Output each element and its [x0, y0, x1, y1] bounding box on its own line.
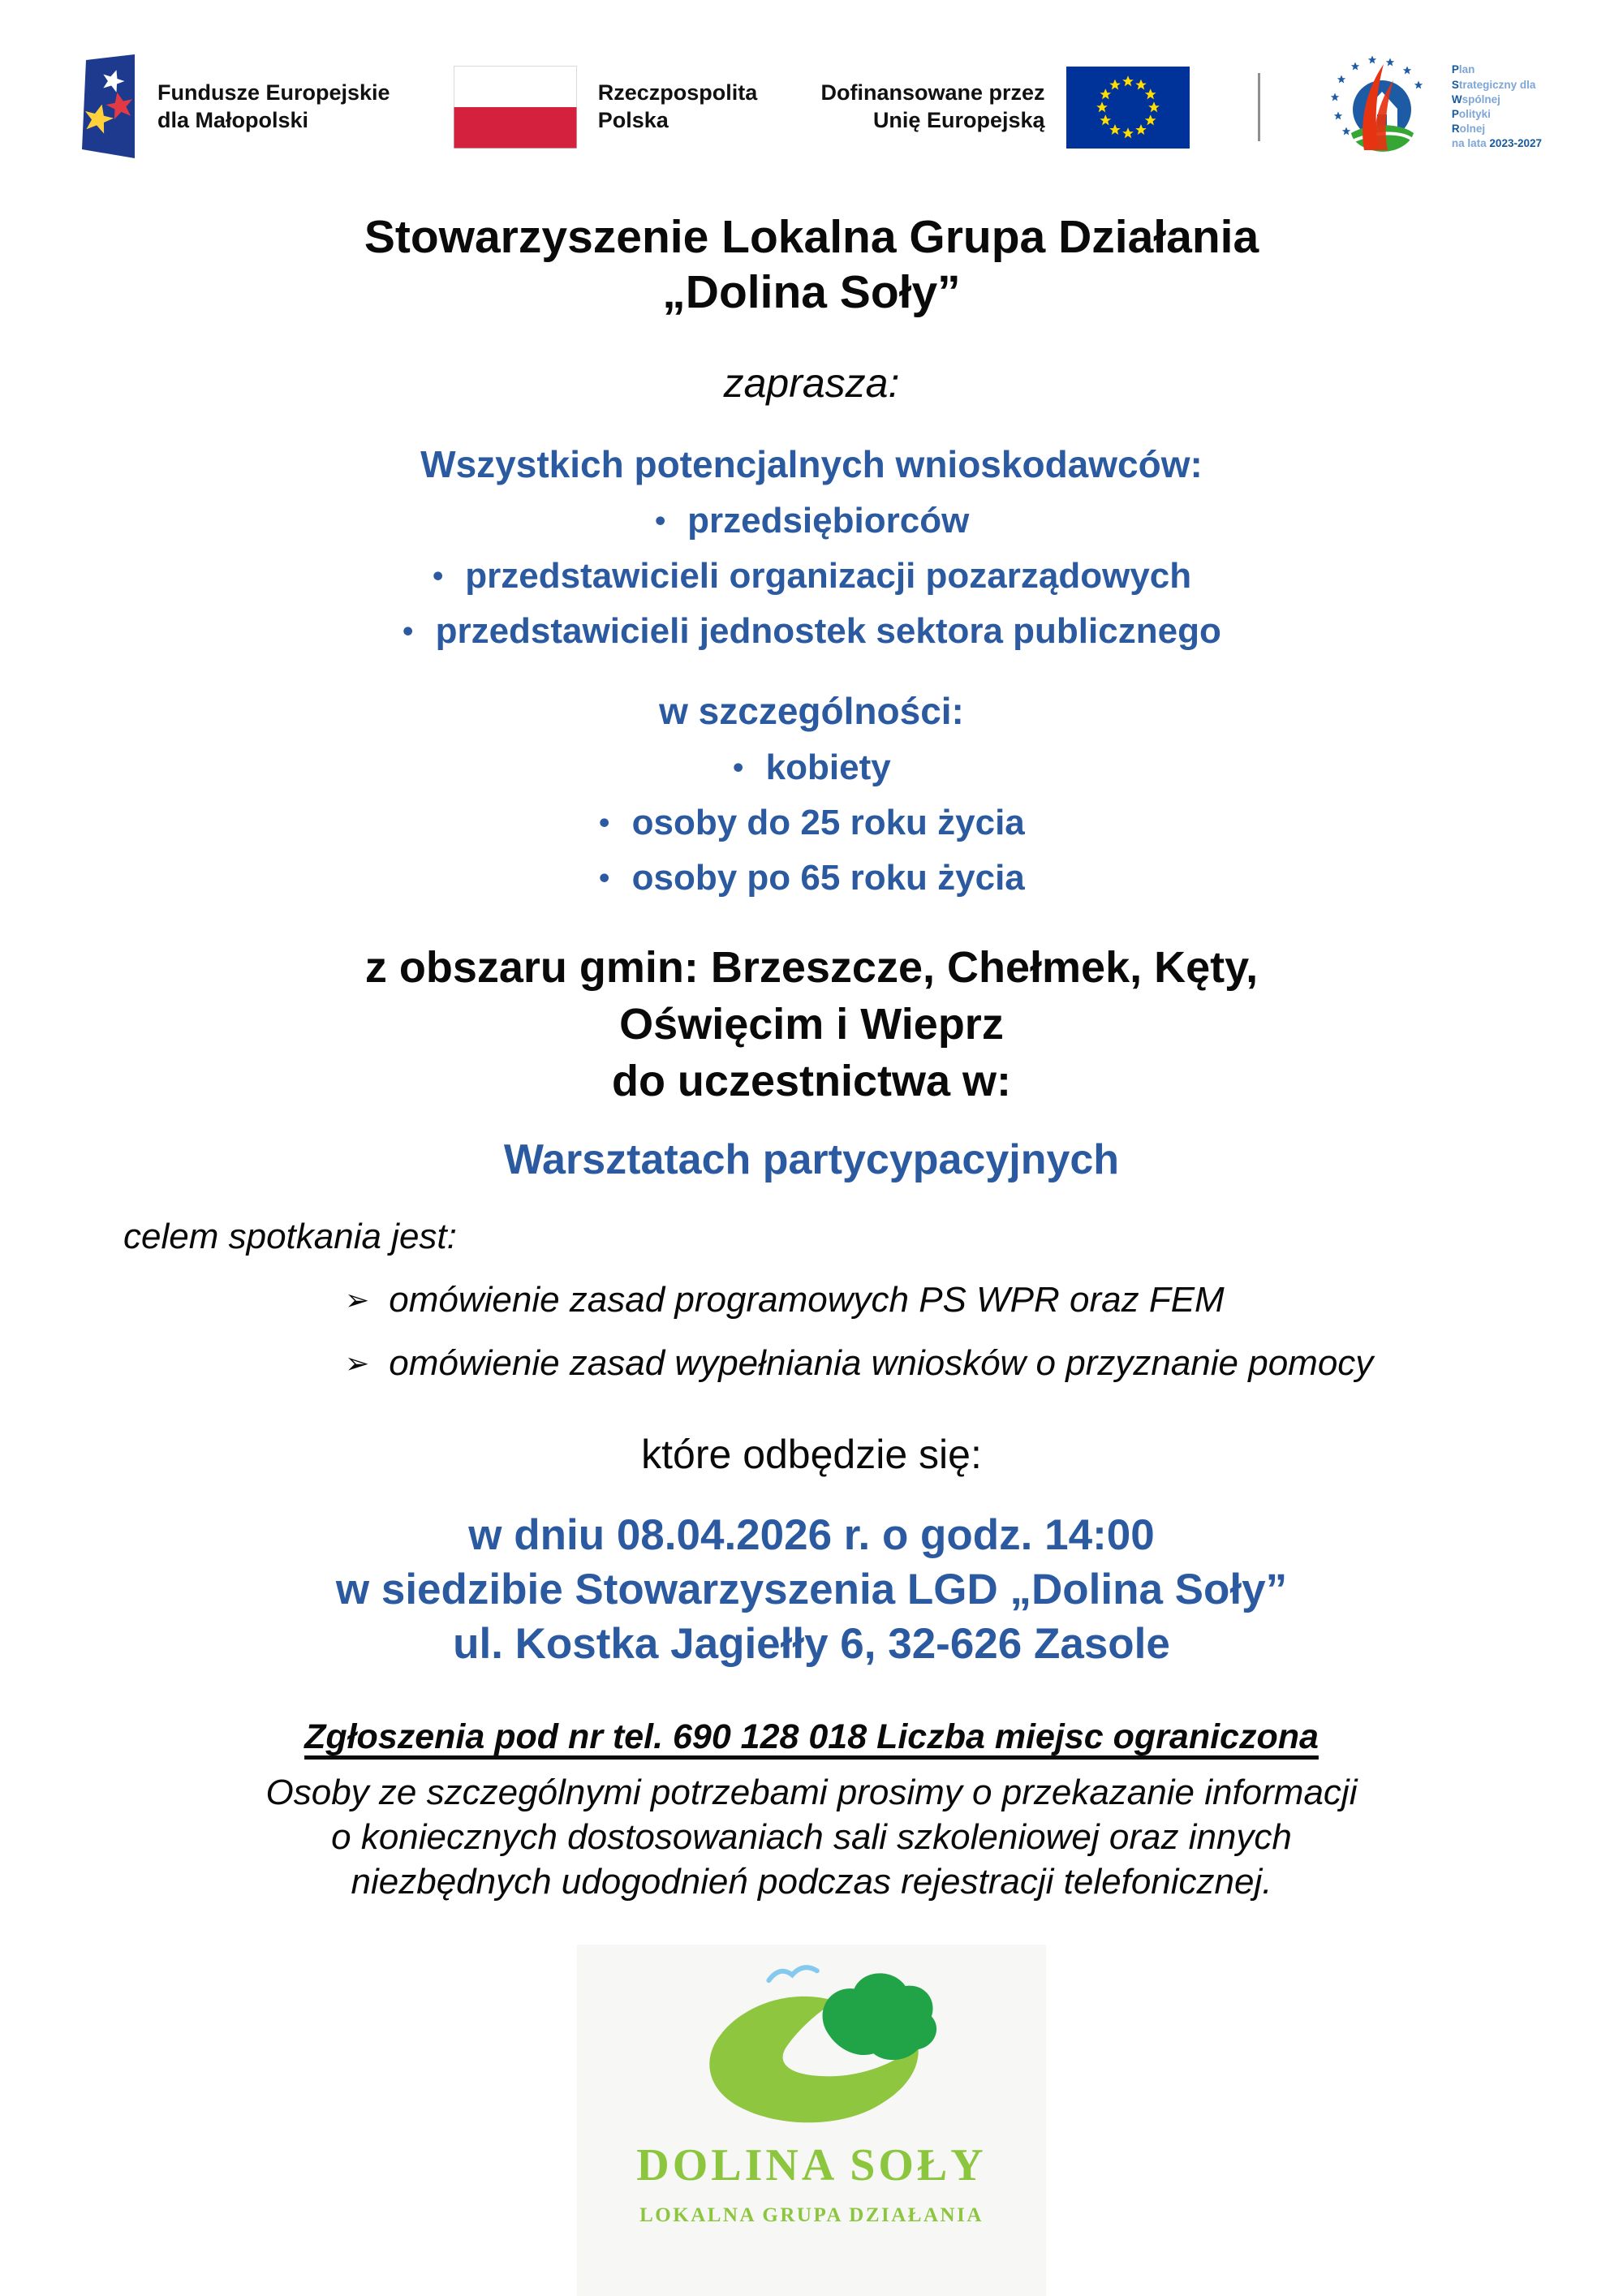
page-title — [0, 209, 1623, 321]
fundusze-europejskie-label — [157, 80, 390, 135]
list-item-label: osoby po 65 roku życia — [631, 857, 1025, 898]
list-item-label: omówienie zasad programowych PS WPR oraz FEM — [389, 1280, 1225, 1320]
bullet-icon: • — [654, 503, 665, 538]
event-address: ul. Kostka Jagiełły 6, 32-626 Zasole — [453, 1619, 1170, 1668]
title-line2: „Dolina Soły” — [662, 266, 961, 319]
list-item-label: przedstawicieli jednostek sektora publicznego — [435, 610, 1221, 651]
event-name: Warsztatach partycypacyjnych — [503, 1136, 1120, 1184]
pswpr-logo-icon — [1328, 54, 1431, 160]
bullet-icon: • — [599, 805, 610, 840]
bullet-icon: • — [432, 558, 444, 593]
eu-label-line2: Unię Europejską — [872, 108, 1045, 132]
invite-text: zaprasza: — [723, 360, 900, 406]
dolina-soly-logo-icon — [674, 1945, 949, 2138]
area-text — [0, 939, 1623, 1110]
list-item — [345, 1280, 1623, 1320]
pswpr-label — [1452, 62, 1542, 151]
accessibility-line2: o koniecznych dostosowaniach sali szkoleniowej oraz innych — [331, 1816, 1292, 1857]
eu-funding-label — [820, 80, 1044, 135]
list-item-label: kobiety — [765, 747, 891, 787]
rzeczpospolita-polska-logo — [454, 66, 758, 149]
event-date: w dniu 08.04.2026 r. o godz. 14:00 — [468, 1511, 1155, 1560]
header-divider — [1258, 73, 1260, 141]
dolina-soly-logo-subtitle: LOKALNA GRUPA DZIAŁANIA — [639, 2203, 984, 2226]
pswpr-line: Rolnej — [1451, 123, 1486, 136]
list-item — [0, 611, 1623, 652]
title-line1: Stowarzyszenie Lokalna Grupa Działania — [364, 211, 1259, 263]
bullet-icon: • — [403, 614, 414, 648]
accessibility-note — [0, 1770, 1623, 1904]
arrowhead-bullet-icon: ➢ — [345, 1346, 370, 1381]
list-item — [0, 501, 1623, 541]
list-item — [0, 556, 1623, 597]
fundusze-europejskie-logo — [81, 54, 390, 160]
purpose-list — [345, 1280, 1623, 1384]
list-item-label: omówienie zasad wypełniania wniosków o przyznanie pomocy — [389, 1343, 1374, 1384]
fe-label-line1: Fundusze Europejskie — [157, 80, 390, 106]
when-intro: które odbędzie się: — [641, 1432, 982, 1478]
audience-heading: Wszystkich potencjalnych wnioskodawców: — [420, 442, 1203, 485]
event-details — [0, 1509, 1623, 1671]
bullet-icon: • — [733, 750, 744, 785]
list-item-label: osoby do 25 roku życia — [631, 802, 1025, 842]
pswpr-years: na lata 2023-2027 — [1451, 137, 1542, 150]
pl-label-line1: Rzeczpospolita — [597, 80, 758, 106]
accessibility-line3: niezbędnych udogodnień podczas rejestracji telefonicznej. — [351, 1861, 1272, 1902]
fe-label-line2: dla Małopolski — [157, 108, 309, 132]
purpose-heading: celem spotkania jest: — [123, 1217, 457, 1257]
list-item — [0, 803, 1623, 843]
audience-list — [0, 501, 1623, 652]
pswpr-line: Strategiczny dla — [1451, 78, 1536, 91]
rzeczpospolita-polska-label — [598, 80, 758, 135]
list-item — [0, 858, 1623, 898]
dolina-soly-logo — [577, 1945, 1046, 2296]
pswpr-line: Polityki — [1451, 108, 1491, 120]
pswpr-logo — [1328, 54, 1542, 160]
particular-list — [0, 747, 1623, 898]
pswpr-line: Wspólnej — [1451, 93, 1500, 106]
list-item-label: przedstawicieli organizacji pozarządowych — [465, 555, 1192, 596]
fundusze-europejskie-flag-icon — [81, 54, 136, 160]
eu-funding-logo — [820, 67, 1189, 149]
bullet-icon: • — [599, 860, 610, 895]
arrowhead-bullet-icon: ➢ — [345, 1283, 370, 1317]
area-line1: z obszaru gmin: Brzeszcze, Chełmek, Kęty, — [364, 942, 1259, 992]
pswpr-line: Plan — [1451, 63, 1475, 76]
header-logo-strip — [81, 42, 1542, 172]
list-item — [345, 1343, 1623, 1384]
accessibility-line1: Osoby ze szczególnymi potrzebami prosimy o przekazanie informacji — [265, 1772, 1358, 1812]
eu-label-line1: Dofinansowane przez — [820, 80, 1045, 106]
event-place: w siedzibie Stowarzyszenia LGD „Dolina Soły” — [335, 1566, 1288, 1614]
pl-label-line2: Polska — [597, 108, 669, 132]
list-item-label: przedsiębiorców — [687, 500, 970, 541]
eu-flag-icon — [1066, 67, 1190, 149]
list-item — [0, 747, 1623, 788]
area-line3: do uczestnictwa w: — [611, 1057, 1012, 1106]
dolina-soly-logo-title: DOLINA SOŁY — [636, 2139, 987, 2190]
particular-heading: w szczególności: — [659, 689, 964, 732]
signup-info: Zgłoszenia pod nr tel. 690 128 018 Liczba miejsc ograniczona — [304, 1717, 1319, 1756]
area-line2: Oświęcim i Wieprz — [619, 999, 1004, 1049]
poland-flag-icon — [454, 66, 577, 149]
